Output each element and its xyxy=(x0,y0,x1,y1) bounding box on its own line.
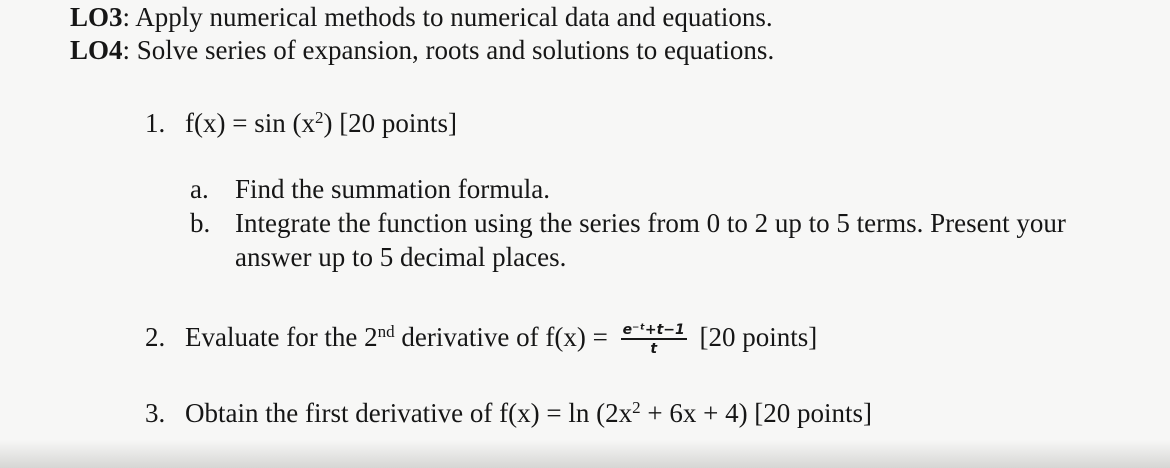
outcome-code: LO4 xyxy=(70,35,123,65)
learning-outcome-lo4 xyxy=(70,35,774,65)
question-2 xyxy=(145,322,817,358)
question-text-mid: derivative of f(x) = xyxy=(394,322,608,353)
fraction-denominator: t xyxy=(650,341,658,357)
question-1-part-b-continued xyxy=(235,242,566,272)
question-text-pre: Obtain the first derivative of f(x) = ln (2x xyxy=(185,398,633,428)
fraction xyxy=(621,322,687,358)
learning-outcome-lo3 xyxy=(70,2,773,32)
outcome-code: LO3 xyxy=(70,2,123,32)
question-text-pre: Evaluate for the 2 xyxy=(185,322,378,353)
page-edge-shadow xyxy=(0,440,1170,468)
outcome-text: : Solve series of expansion, roots and solutions to equations. xyxy=(122,35,775,65)
question-1-part-a xyxy=(190,174,550,204)
question-number: 3. xyxy=(145,398,166,428)
part-label: b. xyxy=(190,208,211,238)
superscript: 2 xyxy=(632,398,641,417)
question-text-post: [20 points] xyxy=(699,322,818,353)
question-number: 2. xyxy=(145,322,166,353)
part-text: answer up to 5 decimal places. xyxy=(235,242,567,272)
part-text: Integrate the function using the series from 0 to 2 up to 5 terms. Present your xyxy=(235,208,1066,238)
part-label: a. xyxy=(190,174,209,204)
question-3 xyxy=(145,398,872,428)
question-number: 1. xyxy=(145,108,166,138)
question-text-post: ) [20 points] xyxy=(323,108,457,138)
outcome-text: : Apply numerical methods to numerical data and equations. xyxy=(122,2,773,32)
fraction-numerator: e⁻ᵗ+t−1 xyxy=(622,322,685,338)
superscript: 2 xyxy=(314,108,324,127)
part-text: Find the summation formula. xyxy=(235,174,550,204)
question-1 xyxy=(145,108,457,138)
question-1-part-b xyxy=(190,208,1066,238)
superscript: nd xyxy=(377,322,395,342)
question-text-post: + 6x + 4) [20 points] xyxy=(640,398,873,428)
question-text-pre: f(x) = sin (x xyxy=(185,108,315,138)
